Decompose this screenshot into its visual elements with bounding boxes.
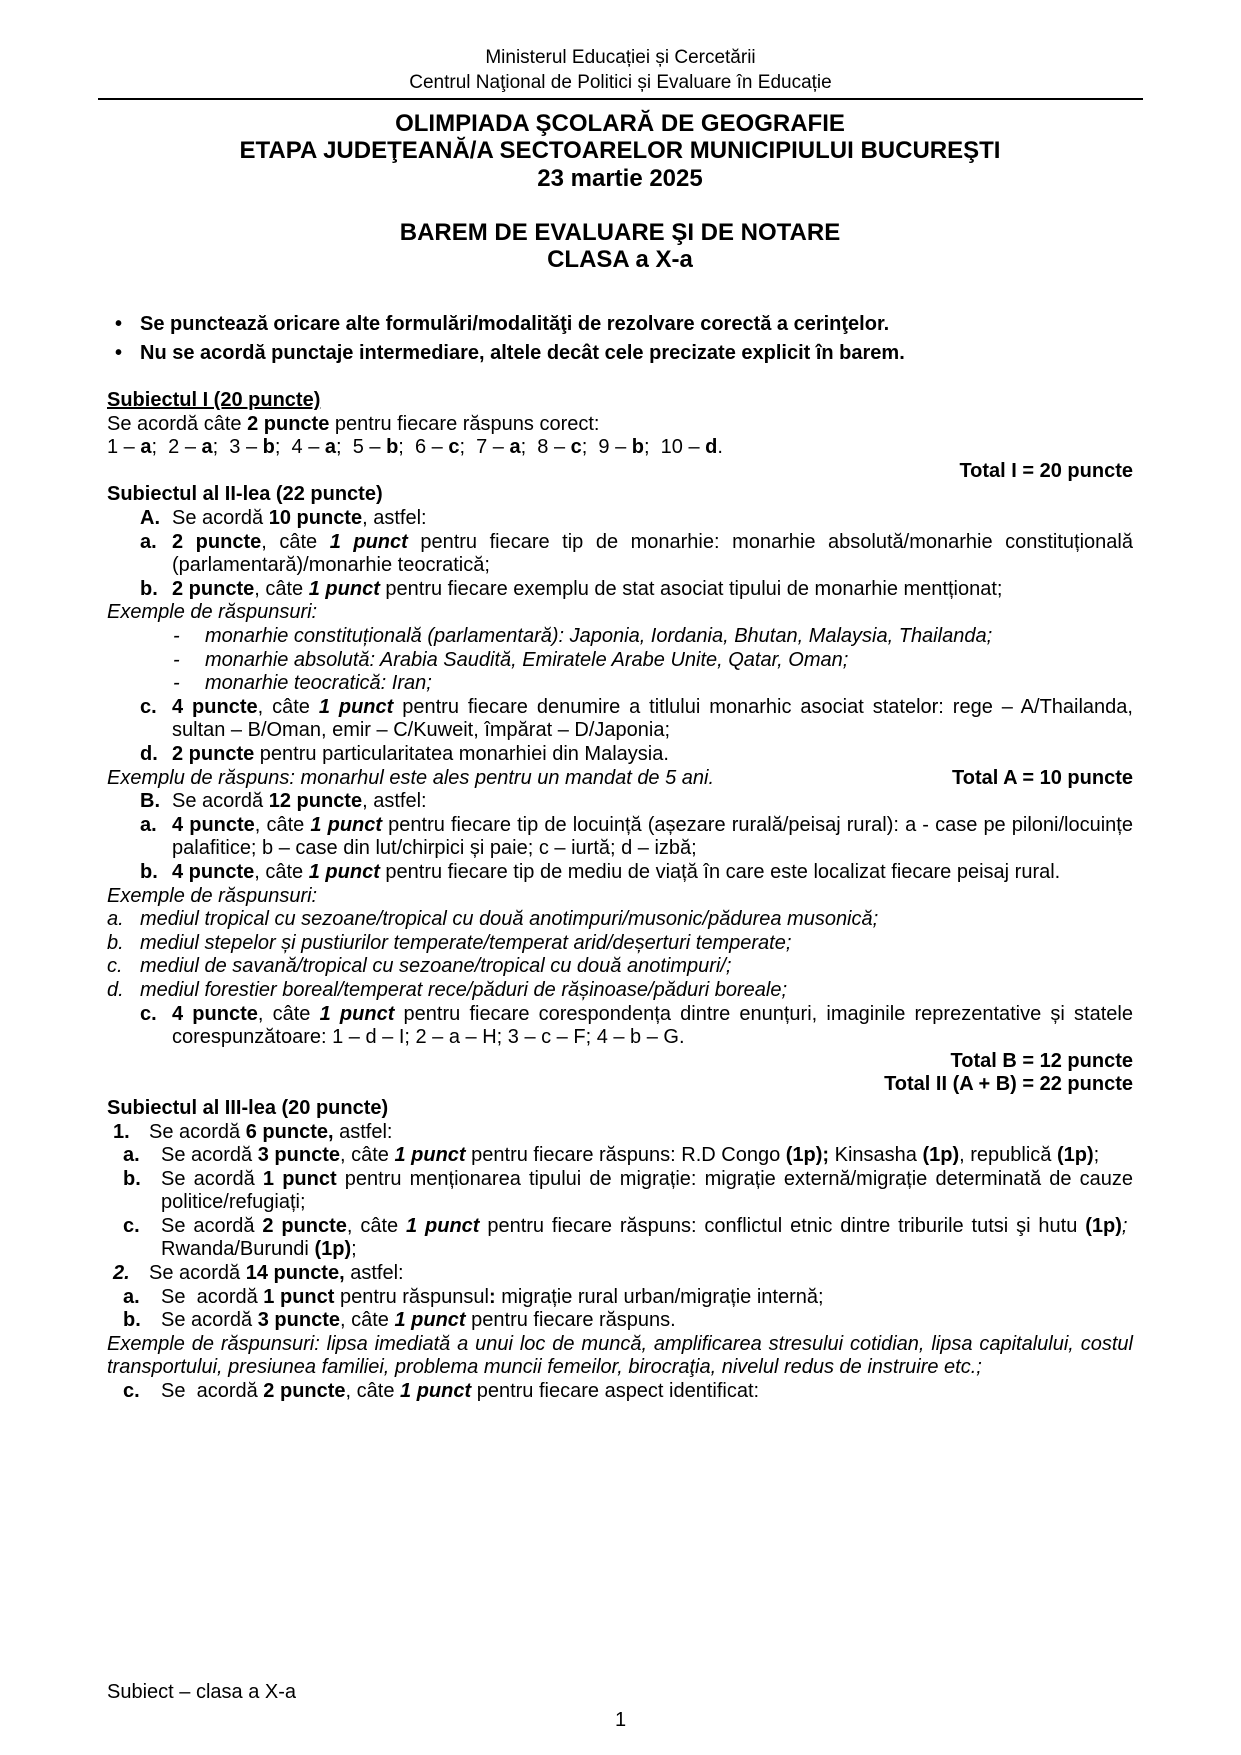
text-run: ETAPA JUDEŢEANĂ/A SECTOARELOR MUNICIPIULUI BUCUREŞTI bbox=[239, 137, 1001, 165]
text-run: d bbox=[705, 436, 718, 459]
text-run: , câte bbox=[261, 530, 330, 553]
document-header bbox=[0, 0, 1241, 95]
text-run: 14 puncte, bbox=[245, 1262, 345, 1285]
s3-1-a bbox=[107, 1144, 1133, 1168]
list-label: d. bbox=[140, 743, 158, 766]
text-run: 3 puncte bbox=[257, 1309, 340, 1332]
list-label: • bbox=[115, 341, 123, 364]
text-run: ; 4 – bbox=[274, 436, 325, 459]
text-run: ; bbox=[351, 1238, 357, 1261]
text-run: Se acordă bbox=[161, 1285, 264, 1308]
s2-B-example-a bbox=[107, 908, 1133, 932]
text-run: 1 – bbox=[107, 436, 141, 459]
list-label: b. bbox=[140, 577, 158, 600]
text-run: a bbox=[509, 436, 521, 459]
text-run: . bbox=[717, 436, 723, 459]
s2-A-b bbox=[107, 578, 1133, 602]
s2-A bbox=[107, 507, 1133, 531]
s2-A-d bbox=[107, 743, 1133, 767]
center-name-line: Centrul Naţional de Politici și Evaluare în Educație bbox=[409, 71, 832, 93]
text-run: pentru fiecare răspuns. bbox=[465, 1309, 676, 1332]
text-run: , câte bbox=[254, 577, 309, 600]
list-label: c. bbox=[107, 955, 123, 978]
list-label: 2. bbox=[113, 1262, 130, 1285]
text-run: 1 punct bbox=[318, 695, 394, 718]
s2-A-example-1 bbox=[107, 625, 1133, 649]
text-run: Total II (A + B) = 22 puncte bbox=[884, 1073, 1133, 1096]
text-run: Se acordă bbox=[161, 1144, 258, 1167]
text-run: 1 punct bbox=[263, 1285, 335, 1308]
text-run: pentru fiecare denumire a titlului monarhic asociat statelor: rege – A/Thailanda, sultan – B/Oman, emir – C/Kuweit, împărat – D/Japonia; bbox=[172, 695, 1133, 742]
list-label: c. bbox=[140, 695, 157, 718]
text-run: : bbox=[488, 1285, 496, 1308]
text-run: , republică bbox=[959, 1144, 1057, 1167]
list-label: A. bbox=[140, 507, 160, 530]
rule-bullet-2 bbox=[107, 342, 1133, 366]
text-run: CLASA a X-a bbox=[547, 245, 693, 273]
text-run: 1 punct bbox=[262, 1167, 337, 1190]
list-label: b. bbox=[107, 931, 124, 954]
text-run: Kinsasha bbox=[829, 1144, 923, 1167]
s2-B-example-b bbox=[107, 932, 1133, 956]
list-label: b. bbox=[123, 1309, 141, 1332]
text-run: 1 punct bbox=[394, 1309, 466, 1332]
text-run: c bbox=[448, 436, 460, 459]
s2-B-example-c bbox=[107, 955, 1133, 979]
s3-2 bbox=[107, 1262, 1133, 1286]
text-run: c bbox=[570, 436, 582, 459]
text-run: , câte bbox=[254, 860, 309, 883]
text-run: Exemplu de răspuns: monarhul este ales pentru un mandat de 5 ani. bbox=[107, 766, 715, 789]
text-run: pentru menționarea tipului de migrație: migrație externă/migrație determinată de cauze politice/refugiați; bbox=[161, 1167, 1133, 1214]
text-run: 1 punct bbox=[329, 530, 408, 553]
text-run: 10 puncte bbox=[268, 507, 363, 530]
text-run: , câte bbox=[257, 695, 319, 718]
text-run: Rwanda/Burundi bbox=[161, 1214, 1133, 1261]
text-run: a bbox=[324, 436, 337, 459]
rule-bullet-1 bbox=[107, 313, 1133, 337]
text-run: ; bbox=[1121, 1214, 1128, 1237]
text-run: (1p); bbox=[785, 1144, 830, 1167]
text-run: Se acordă bbox=[161, 1309, 258, 1332]
s2-A-example-2 bbox=[107, 649, 1133, 673]
title-clasa bbox=[107, 246, 1133, 273]
text-run: pentru fiecare tip de locuință (așezare rurală/peisaj rural): a - case pe piloni/locuințe palafitice; b – case din lut/chirpici și paie; c – iurtă; d – izbă; bbox=[172, 813, 1133, 860]
text-run: Exemple de răspunsuri: lipsa imediată a unui loc de muncă, amplificarea stresului cotidian, lipsa capitalului, costul transportului, presiunea familiei, problema muncii femeilor, birocraţia, nivelul redus de instruire etc.; bbox=[107, 1332, 1133, 1379]
text-run: 1 punct bbox=[310, 813, 383, 836]
list-label: a. bbox=[107, 908, 124, 931]
text-run: Total I = 20 puncte bbox=[959, 459, 1133, 482]
text-run: (1p) bbox=[314, 1238, 352, 1261]
document-blocks bbox=[0, 100, 1241, 1403]
text-run: 4 puncte bbox=[172, 1002, 258, 1025]
list-label: • bbox=[115, 312, 123, 335]
text-run: 1 punct bbox=[406, 1214, 480, 1237]
text-run: mediul de savană/tropical cu sezoane/tropical cu două anotimpuri/; bbox=[140, 955, 732, 978]
text-run: ; 2 – bbox=[151, 436, 202, 459]
text-run: 6 puncte, bbox=[245, 1120, 334, 1143]
text-run: 1 punct bbox=[319, 1002, 395, 1025]
text-run: b bbox=[631, 436, 645, 459]
text-run: 1 punct bbox=[400, 1380, 472, 1403]
text-run: 2 puncte bbox=[262, 1214, 347, 1237]
text-run: Total B = 12 puncte bbox=[950, 1049, 1133, 1072]
text-run: a bbox=[140, 436, 152, 459]
text-run: mediul forestier boreal/temperat rece/păduri de rășinoase/păduri boreale; bbox=[140, 978, 788, 1001]
text-run: Subiectul al II-lea (22 puncte) bbox=[107, 483, 383, 506]
s2-B-c bbox=[107, 1003, 1133, 1050]
page-number: 1 bbox=[614, 1709, 627, 1732]
text-run: monarhie constituțională (parlamentară): Japonia, Iordania, Bhutan, Malaysia, Thailanda; bbox=[205, 625, 993, 648]
text-run: pentru fiecare corespondența dintre enunțuri, imaginile reprezentative și statele corespunzătoare: 1 – d – I; 2 – a – H; 3 – c – F; 4 – b – G. bbox=[172, 1002, 1133, 1049]
s3-1-b bbox=[107, 1168, 1133, 1215]
s2-B-a bbox=[107, 814, 1133, 861]
text-run: , câte bbox=[339, 1144, 395, 1167]
subject-2-heading bbox=[107, 483, 1133, 507]
s2-A-example-3 bbox=[107, 672, 1133, 696]
text-run: ; 8 – bbox=[520, 436, 571, 459]
title-olimpiada bbox=[107, 110, 1133, 137]
list-label: c. bbox=[123, 1214, 140, 1237]
text-run: Exemple de răspunsuri: bbox=[107, 601, 318, 624]
text-run: 4 puncte bbox=[172, 860, 255, 883]
list-label: B. bbox=[140, 790, 160, 813]
s2-A-a bbox=[107, 531, 1133, 578]
text-run: 1 punct bbox=[308, 860, 380, 883]
text-run: pentru răspunsul bbox=[334, 1285, 489, 1308]
s2-total bbox=[107, 1073, 1133, 1097]
text-run: Se acordă bbox=[149, 1262, 246, 1285]
text-run: monarhie absolută: Arabia Saudită, Emiratele Arabe Unite, Qatar, Oman; bbox=[205, 648, 849, 671]
subject-1-total bbox=[107, 460, 1133, 484]
subject-1-heading bbox=[107, 389, 1133, 413]
s3-2-b bbox=[107, 1309, 1133, 1333]
text-run: b bbox=[262, 436, 275, 459]
text-run: pentru fiecare răspuns corect: bbox=[329, 412, 600, 435]
text-run: (1p) bbox=[1057, 1144, 1094, 1167]
text-run: 3 puncte bbox=[257, 1144, 340, 1167]
s2-B-examples-heading bbox=[107, 885, 1133, 909]
text-run: migrație rural urban/migrație internă; bbox=[495, 1285, 824, 1308]
s2-A-examples-heading bbox=[107, 601, 1133, 625]
text-run: (1p) bbox=[1085, 1214, 1122, 1237]
list-label: - bbox=[173, 648, 180, 671]
text-run: pentru fiecare răspuns: R.D Congo bbox=[465, 1144, 786, 1167]
text-run: Se acordă bbox=[161, 1214, 263, 1237]
list-label: c. bbox=[140, 1002, 157, 1025]
text-run: ; 7 – bbox=[459, 436, 510, 459]
text-run: , câte bbox=[346, 1214, 407, 1237]
text-run: 4 puncte bbox=[172, 813, 255, 836]
text-run: b bbox=[386, 436, 399, 459]
text-run: , astfel: bbox=[362, 790, 427, 813]
s2-B-total bbox=[107, 1050, 1133, 1074]
list-label: a. bbox=[140, 530, 157, 553]
text-run: monarhie teocratică: Iran; bbox=[205, 672, 432, 695]
text-run: ; bbox=[1093, 1144, 1100, 1167]
text-run: 2 puncte bbox=[263, 1380, 346, 1403]
text-run: mediul stepelor și pustiurilor temperate/temperat arid/deșerturi temperate; bbox=[140, 931, 792, 954]
text-run: pentru fiecare tip de mediu de viață în care este localizat fiecare peisaj rural. bbox=[379, 860, 1061, 883]
list-label: - bbox=[173, 625, 180, 648]
s2-B bbox=[107, 790, 1133, 814]
text-run: Se acordă bbox=[149, 1120, 246, 1143]
text-run: astfel: bbox=[333, 1120, 393, 1143]
text-run: Se punctează oricare alte formulări/modalităţi de rezolvare corectă a cerinţelor. bbox=[140, 312, 890, 335]
text-run: ; 9 – bbox=[581, 436, 632, 459]
list-label: b. bbox=[140, 860, 158, 883]
text-run: pentru particularitatea monarhiei din Malaysia. bbox=[254, 743, 669, 766]
text-run: 2 puncte bbox=[247, 412, 330, 435]
text-run: Se acordă bbox=[172, 790, 269, 813]
text-run: 2 puncte bbox=[172, 743, 255, 766]
text-run: 2 puncte bbox=[172, 577, 255, 600]
text-run: ; 3 – bbox=[212, 436, 263, 459]
list-label: 1. bbox=[113, 1120, 130, 1143]
list-label: a. bbox=[140, 813, 157, 836]
text-run: pentru fiecare aspect identificat: bbox=[471, 1380, 760, 1403]
text-run: ; 10 – bbox=[644, 436, 706, 459]
text-run: BAREM DE EVALUARE ŞI DE NOTARE bbox=[399, 218, 841, 246]
text-run: (1p) bbox=[922, 1144, 960, 1167]
text-run: mediul tropical cu sezoane/tropical cu două anotimpuri/musonic/pădurea musonică; bbox=[140, 908, 879, 931]
text-run: OLIMPIADA ŞCOLARĂ DE GEOGRAFIE bbox=[395, 110, 845, 138]
text-run: 1 punct bbox=[308, 577, 380, 600]
list-label: d. bbox=[107, 978, 124, 1001]
text-run: 1 punct bbox=[394, 1144, 466, 1167]
s3-2-examples bbox=[107, 1333, 1133, 1380]
title-barem bbox=[107, 219, 1133, 246]
text-run: , câte bbox=[345, 1380, 401, 1403]
s2-A-c bbox=[107, 696, 1133, 743]
s2-A-total-row bbox=[107, 767, 1133, 791]
text-run: , câte bbox=[254, 813, 311, 836]
s2-B-b bbox=[107, 861, 1133, 885]
text-run: 4 puncte bbox=[172, 695, 258, 718]
text-run: Se acordă bbox=[172, 507, 269, 530]
text-run: Se acordă bbox=[161, 1167, 263, 1190]
text-run: pentru fiecare exemplu de stat asociat tipului de monarhie mentționat; bbox=[379, 577, 1003, 600]
title-date bbox=[107, 165, 1133, 192]
subject-1-answers bbox=[107, 436, 1133, 460]
text-run: , câte bbox=[339, 1309, 395, 1332]
text-run: Se acordă bbox=[161, 1380, 264, 1403]
text-run: , câte bbox=[257, 1002, 320, 1025]
text-run: Subiectul I (20 puncte) bbox=[107, 389, 321, 412]
list-label: b. bbox=[123, 1167, 141, 1190]
subject-3-heading bbox=[107, 1097, 1133, 1121]
list-label: a. bbox=[123, 1285, 140, 1308]
list-label: c. bbox=[123, 1380, 140, 1403]
total-label bbox=[952, 767, 1133, 791]
s3-2-a bbox=[107, 1286, 1133, 1310]
text-run: ; 6 – bbox=[398, 436, 449, 459]
text-run: 2 puncte bbox=[172, 530, 262, 553]
s3-1 bbox=[107, 1121, 1133, 1145]
subject-1-intro bbox=[107, 413, 1133, 437]
list-label: - bbox=[173, 672, 180, 695]
text-run: Subiectul al III-lea (20 puncte) bbox=[107, 1096, 389, 1119]
text-run: ; 5 – bbox=[336, 436, 387, 459]
text-run: , astfel: bbox=[362, 507, 427, 530]
text-run: Nu se acordă punctaje intermediare, altele decât cele precizate explicit în barem. bbox=[140, 341, 905, 364]
s3-1-c bbox=[107, 1215, 1133, 1262]
footer-subject-label: Subiect – clasa a X-a bbox=[107, 1681, 296, 1704]
text-run: pentru fiecare răspuns: conflictul etnic dintre triburile tutsi şi hutu bbox=[479, 1214, 1086, 1237]
text-run: 23 martie 2025 bbox=[537, 164, 703, 192]
ministry-line: Ministerul Educației și Cercetării bbox=[485, 47, 756, 68]
text-run: a bbox=[201, 436, 213, 459]
s2-B-example-d bbox=[107, 979, 1133, 1003]
s3-2-c bbox=[107, 1380, 1133, 1404]
list-label: a. bbox=[123, 1144, 140, 1167]
text-run: 12 puncte bbox=[268, 790, 363, 813]
text-run: Se acordă câte bbox=[107, 412, 248, 435]
text-run: pentru fiecare tip de monarhie: monarhie absolută/monarhie constituțională (parlamentară)/monarhie teocratică; bbox=[172, 530, 1133, 577]
text-run: Total A = 10 puncte bbox=[952, 766, 1133, 789]
title-etapa bbox=[107, 137, 1133, 164]
text-run: astfel: bbox=[344, 1262, 404, 1285]
text-run: Exemple de răspunsuri: bbox=[107, 884, 318, 907]
